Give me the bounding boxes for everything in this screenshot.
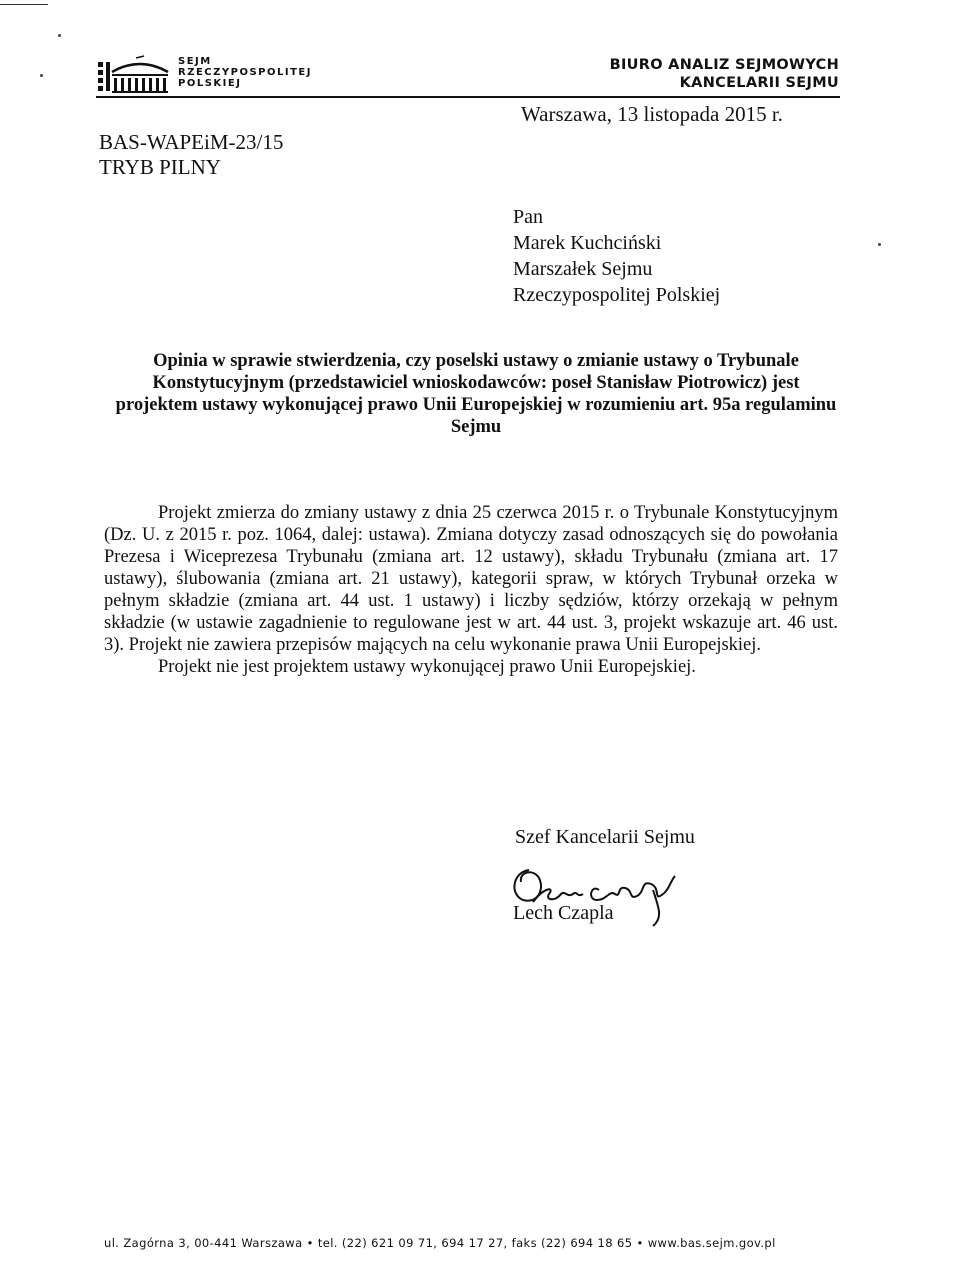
scan-speck [58,34,61,37]
signature-block [513,826,793,936]
letter-date: Warszawa, 13 listopada 2015 r. [521,102,783,126]
signatory-name: Lech Czapla [513,902,614,924]
addressee-line: Marszałek Sejmu [513,258,653,280]
urgency-mode: TRYB PILNY [99,155,221,179]
body-paragraph: Projekt nie jest projektem ustawy wykonującej prawo Unii Europejskiej. [158,657,696,677]
footer-contact: ul. Zagórna 3, 00-441 Warszawa • tel. (22) 621 09 71, 694 17 27, faks (22) 694 18 65 • www.bas.sejm.gov.pl [104,1236,776,1250]
sejm-logo [96,54,336,94]
scan-speck [878,243,881,246]
sejm-building-icon [96,54,174,94]
logo-line: RZECZYPOSPOLITEJ [178,67,312,78]
letter-body [104,502,838,678]
signatory-title: Szef Kancelarii Sejmu [515,826,695,848]
header-divider [96,96,840,98]
body-paragraph: Projekt zmierza do zmiany ustawy z dnia 25 czerwca 2015 r. o Trybunale Konstytucyjnym (Dz. U. z 2015 r. poz. 1064, dalej: ustawa). Zmiana dotyczy zasad odnoszących się do powołania Prezesa i Wiceprezesa Trybunału (zmiana art. 12 ustawy), składu Trybunału (zmiana art. 17 ustawy), ślubowania (zmiana art. 21 ustawy), kategorii spraw, w których Trybunał orzeka w pełnym składzie (zmiana art. 44 ust. 1 ustawy) i liczby sędziów, którzy orzekają w pełnym składzie (w ustawie zagadnienie to regulowane jest w art. 44 ust. 3, projekt wskazuje art. 46 ust. 3). Projekt nie zawiera przepisów mających na celu wykonanie prawa Unii Europejskiej. [104,503,838,655]
addressee-line: Pan [513,206,543,228]
logo-line: SEJM [178,56,212,67]
scan-mark [0,4,48,5]
office-name [610,56,839,92]
logo-line: POLSKIEJ [178,78,242,89]
letter-subject: Opinia w sprawie stwierdzenia, czy poselski ustawy o zmianie ustawy o Trybunale Konstytucyjnym (przedstawiciel wnioskodawców: poseł Stanisław Piotrowicz) jest projektem ustawy wykonującej prawo Unii Europejskiej w rozumieniu art. 95a regulaminu Sejmu [115,351,837,437]
addressee-line: Rzeczypospolitej Polskiej [513,284,721,306]
addressee-line: Marek Kuchciński [513,232,662,254]
addressee-block [513,204,720,308]
office-line: KANCELARII SEJMU [679,75,839,91]
office-line: BIURO ANALIZ SEJMOWYCH [609,57,839,73]
logo-wordmark [178,56,312,89]
reference-number: BAS-WAPEiM-23/15 [99,130,284,154]
reference-block [99,130,283,180]
scan-speck [40,74,43,77]
